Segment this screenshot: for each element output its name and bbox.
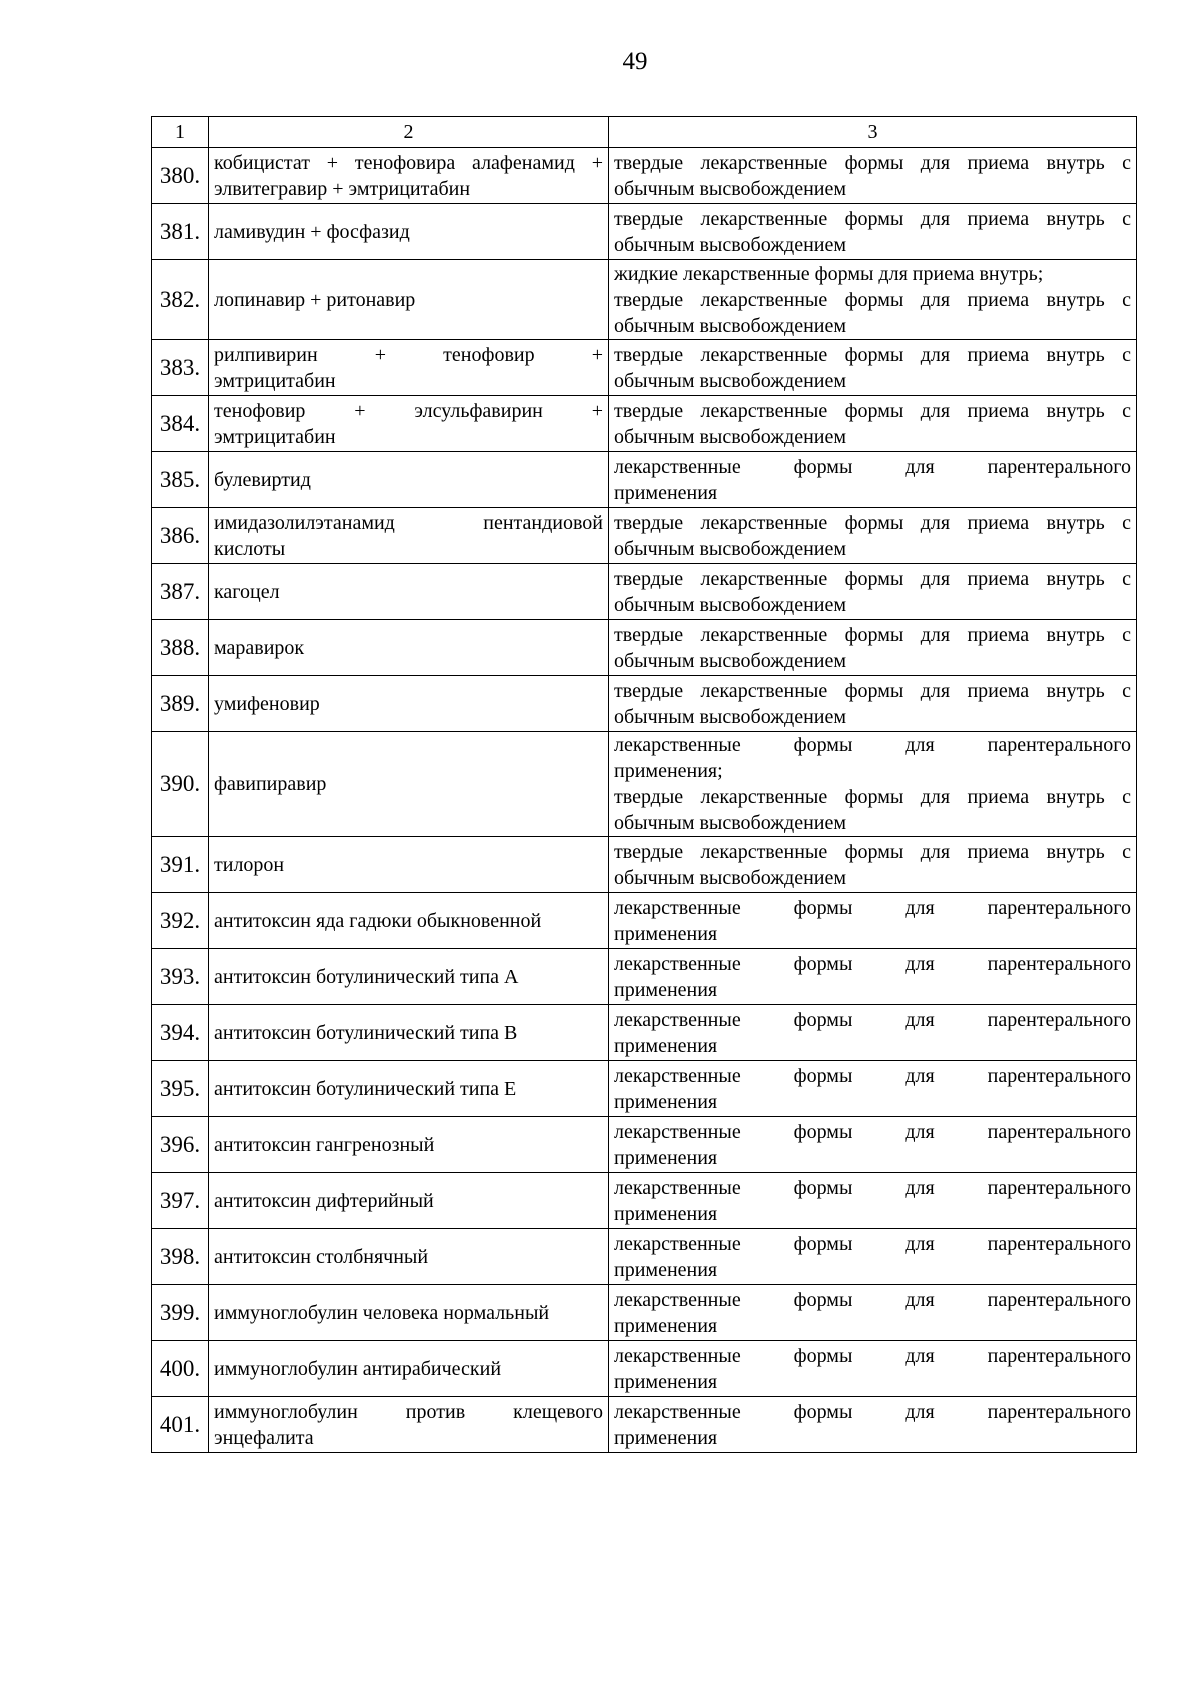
drug-name-line: эмтрицитабин [214, 425, 336, 448]
dosage-form-line: обычным высвобождением [614, 369, 847, 392]
drug-name-line: антитоксин ботулинический типа E [214, 1077, 517, 1100]
drug-name [209, 1341, 609, 1397]
drug-table [151, 116, 1137, 1453]
drug-name [209, 620, 609, 676]
table-row [152, 676, 1137, 732]
dosage-form-line: лекарственные формы для парентерального [614, 734, 1131, 756]
drug-name [209, 1061, 609, 1117]
dosage-form-line: применения [614, 922, 718, 945]
dosage-form [609, 260, 1137, 340]
table-row [152, 1229, 1137, 1285]
table-row [152, 732, 1137, 837]
dosage-form-line: твердые лекарственные формы для приема внутрь с [614, 511, 1131, 534]
dosage-form-line: твердые лекарственные формы для приема внутрь с [614, 151, 1131, 174]
header-col-1: 1 [152, 117, 209, 148]
row-number: 391. [152, 837, 209, 893]
dosage-form [609, 564, 1137, 620]
table-row [152, 1173, 1137, 1229]
drug-name-line: имидазолилэтанамид пентандиовой [214, 511, 603, 534]
dosage-form-line: твердые лекарственные формы для приема внутрь с [614, 623, 1131, 646]
dosage-form-line: лекарственные формы для парентерального [614, 455, 1131, 478]
drug-name-line: тилорон [214, 853, 285, 876]
table-row [152, 508, 1137, 564]
row-number: 396. [152, 1117, 209, 1173]
dosage-form [609, 1117, 1137, 1173]
dosage-form [609, 949, 1137, 1005]
table-header-row [152, 117, 1137, 148]
table-row [152, 893, 1137, 949]
dosage-form-line: твердые лекарственные формы для приема внутрь с [614, 399, 1131, 422]
dosage-form [609, 508, 1137, 564]
drug-name-line: иммуноглобулин антирабический [214, 1357, 502, 1380]
drug-name-line: эмтрицитабин [214, 369, 336, 392]
drug-name [209, 1117, 609, 1173]
dosage-form-line: обычным высвобождением [614, 425, 847, 448]
dosage-form [609, 1229, 1137, 1285]
dosage-form [609, 1173, 1137, 1229]
dosage-form [609, 148, 1137, 204]
dosage-form-line: обычным высвобождением [614, 705, 847, 728]
dosage-form-line: обычным высвобождением [614, 314, 847, 337]
dosage-form-line: применения [614, 1258, 718, 1281]
drug-name [209, 837, 609, 893]
row-number: 387. [152, 564, 209, 620]
dosage-form-line: применения [614, 1090, 718, 1113]
dosage-form-line: применения [614, 1034, 718, 1057]
drug-name-line: иммуноглобулин против клещевого [214, 1400, 603, 1423]
dosage-form-line: жидкие лекарственные формы для приема внутрь; [614, 262, 1044, 285]
table-row [152, 1005, 1137, 1061]
dosage-form [609, 676, 1137, 732]
drug-name-line: кагоцел [214, 580, 280, 603]
row-number: 381. [152, 204, 209, 260]
table-row [152, 620, 1137, 676]
drug-name-line: иммуноглобулин человека нормальный [214, 1301, 550, 1324]
dosage-form-line: лекарственные формы для парентерального [614, 1400, 1131, 1423]
drug-name [209, 564, 609, 620]
dosage-form-line: обычным высвобождением [614, 593, 847, 616]
row-number: 385. [152, 452, 209, 508]
drug-name [209, 1229, 609, 1285]
dosage-form-line: лекарственные формы для парентерального [614, 952, 1131, 975]
drug-name-line: антитоксин дифтерийный [214, 1189, 434, 1212]
dosage-form [609, 620, 1137, 676]
row-number: 384. [152, 396, 209, 452]
dosage-form-line: твердые лекарственные формы для приема внутрь с [614, 840, 1131, 863]
dosage-form [609, 1397, 1137, 1453]
drug-name [209, 949, 609, 1005]
dosage-form-line: твердые лекарственные формы для приема внутрь с [614, 679, 1131, 702]
drug-name-line: кислоты [214, 537, 286, 560]
row-number: 395. [152, 1061, 209, 1117]
dosage-form [609, 732, 1137, 837]
drug-name-line: тенофовир + элсульфавирин + [214, 399, 603, 422]
table-row [152, 1341, 1137, 1397]
drug-name [209, 340, 609, 396]
dosage-form-line: твердые лекарственные формы для приема внутрь с [614, 288, 1131, 311]
row-number: 380. [152, 148, 209, 204]
table-row [152, 1117, 1137, 1173]
drug-name-line: лопинавир + ритонавир [214, 288, 416, 311]
dosage-form-line: лекарственные формы для парентерального [614, 1008, 1131, 1031]
drug-name [209, 676, 609, 732]
row-number: 394. [152, 1005, 209, 1061]
dosage-form [609, 396, 1137, 452]
drug-name-line: антитоксин ботулинический типа A [214, 965, 519, 988]
drug-name [209, 148, 609, 204]
row-number: 390. [152, 732, 209, 837]
dosage-form-line: применения [614, 1370, 718, 1393]
dosage-form [609, 452, 1137, 508]
table-row [152, 564, 1137, 620]
drug-name [209, 732, 609, 837]
dosage-form-line: лекарственные формы для парентерального [614, 1120, 1131, 1143]
row-number: 400. [152, 1341, 209, 1397]
drug-name-line: антитоксин столбнячный [214, 1245, 429, 1268]
table-row [152, 452, 1137, 508]
dosage-form-line: лекарственные формы для парентерального [614, 1176, 1131, 1199]
dosage-form-line: обычным высвобождением [614, 866, 847, 889]
dosage-form-line: твердые лекарственные формы для приема внутрь с [614, 207, 1131, 230]
dosage-form [609, 1005, 1137, 1061]
row-number: 393. [152, 949, 209, 1005]
drug-name [209, 396, 609, 452]
dosage-form [609, 204, 1137, 260]
drug-name-line: элвитегравир + эмтрицитабин [214, 177, 471, 200]
dosage-form-line: обычным высвобождением [614, 649, 847, 672]
dosage-form-line: твердые лекарственные формы для приема внутрь с [614, 567, 1131, 590]
drug-name-line: рилпивирин + тенофовир + [214, 343, 603, 366]
dosage-form-line: применения [614, 1202, 718, 1225]
drug-name-line: умифеновир [214, 692, 320, 715]
dosage-form-line: обычным высвобождением [614, 537, 847, 560]
table-row [152, 1397, 1137, 1453]
table-row [152, 340, 1137, 396]
drug-name [209, 260, 609, 340]
table-row [152, 260, 1137, 340]
drug-name-line: кобицистат + тенофовира алафенамид + [214, 151, 603, 174]
dosage-form-line: лекарственные формы для парентерального [614, 896, 1131, 919]
dosage-form-line: обычным высвобождением [614, 233, 847, 256]
table-row [152, 1285, 1137, 1341]
row-number: 398. [152, 1229, 209, 1285]
drug-name-line: энцефалита [214, 1426, 314, 1449]
table-row [152, 148, 1137, 204]
row-number: 386. [152, 508, 209, 564]
drug-name [209, 1005, 609, 1061]
row-number: 401. [152, 1397, 209, 1453]
row-number: 382. [152, 260, 209, 340]
dosage-form-line: лекарственные формы для парентерального [614, 1232, 1131, 1255]
dosage-form [609, 893, 1137, 949]
drug-name-line: антитоксин ботулинический типа B [214, 1021, 518, 1044]
dosage-form-line: твердые лекарственные формы для приема внутрь с [614, 343, 1131, 366]
header-col-3: 3 [609, 117, 1137, 148]
table-row [152, 204, 1137, 260]
row-number: 397. [152, 1173, 209, 1229]
dosage-form-line: обычным высвобождением [614, 812, 847, 834]
dosage-form [609, 340, 1137, 396]
dosage-form-line: применения [614, 978, 718, 1001]
dosage-form-line: лекарственные формы для парентерального [614, 1288, 1131, 1311]
dosage-form-line: применения [614, 1146, 718, 1169]
drug-name-line: фавипиравир [214, 773, 327, 795]
dosage-form-line: лекарственные формы для парентерального [614, 1344, 1131, 1367]
drug-name-line: маравирок [214, 636, 305, 659]
dosage-form-line: применения [614, 1426, 718, 1449]
table-row [152, 1061, 1137, 1117]
dosage-form-line: применения [614, 481, 718, 504]
drug-name [209, 204, 609, 260]
drug-name [209, 1173, 609, 1229]
row-number: 392. [152, 893, 209, 949]
dosage-form [609, 1341, 1137, 1397]
row-number: 389. [152, 676, 209, 732]
dosage-form [609, 1061, 1137, 1117]
drug-name-line: ламивудин + фосфазид [214, 220, 410, 243]
drug-name [209, 1397, 609, 1453]
table-row [152, 949, 1137, 1005]
drug-name [209, 452, 609, 508]
dosage-form-line: твердые лекарственные формы для приема внутрь с [614, 786, 1131, 808]
row-number: 399. [152, 1285, 209, 1341]
page-number: 49 [622, 48, 648, 75]
drug-name-line: антитоксин гангренозный [214, 1133, 435, 1156]
dosage-form-line: обычным высвобождением [614, 177, 847, 200]
header-col-2: 2 [209, 117, 609, 148]
drug-name [209, 893, 609, 949]
dosage-form [609, 1285, 1137, 1341]
dosage-form-line: применения [614, 1314, 718, 1337]
dosage-form [609, 837, 1137, 893]
drug-name [209, 508, 609, 564]
table-row [152, 837, 1137, 893]
dosage-form-line: применения; [614, 760, 723, 782]
drug-name [209, 1285, 609, 1341]
drug-name-line: антитоксин яда гадюки обыкновенной [214, 909, 542, 932]
dosage-form-line: лекарственные формы для парентерального [614, 1064, 1131, 1087]
row-number: 388. [152, 620, 209, 676]
table-row [152, 396, 1137, 452]
row-number: 383. [152, 340, 209, 396]
drug-name-line: булевиртид [214, 468, 311, 491]
